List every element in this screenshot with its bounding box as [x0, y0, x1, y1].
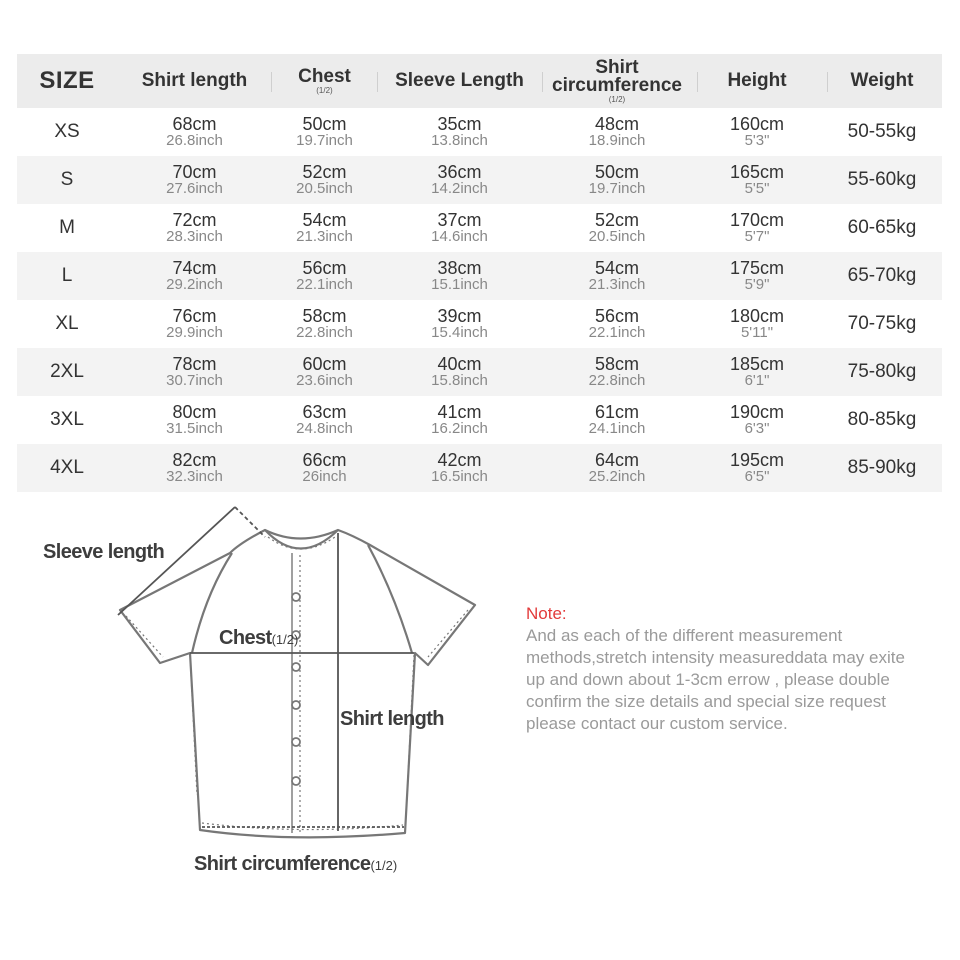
cell-height: 195cm 6'5" [729, 449, 785, 485]
cell-shirt-length: 74cm 29.2inch [166, 257, 223, 293]
header-divider [697, 72, 698, 92]
cell-shirt-length: 80cm 31.5inch [166, 401, 223, 437]
size-chart-table [17, 54, 942, 492]
table-row [17, 300, 942, 348]
table-row [17, 108, 942, 156]
table-body [17, 108, 942, 492]
header-chest-sub: (1/2) [316, 85, 333, 95]
cell-size: XL [55, 313, 79, 334]
header-chest: Chest (1/2) [272, 68, 377, 95]
cell-sleeve: 40cm 15.8inch [431, 353, 488, 389]
cell-shirt-length: 78cm 30.7inch [166, 353, 223, 389]
note-body: And as each of the different measurement methods,stretch intensity measureddata may exite up and down about 1-3cm errow , please double confirm the size details and special size request please contact our custom service. [526, 626, 905, 733]
cell-size: 3XL [50, 409, 84, 430]
header-weight: Weight [850, 70, 914, 91]
cell-height: 170cm 5'7" [729, 209, 785, 245]
cell-sleeve: 38cm 15.1inch [431, 257, 488, 293]
cell-chest: 54cm 21.3inch [296, 209, 353, 245]
sleeve-length-label: Sleeve length [43, 541, 165, 563]
header-divider [827, 72, 828, 92]
cell-chest: 50cm 19.7inch [296, 113, 353, 149]
cell-weight: 50-55kg [847, 121, 917, 142]
cell-shirt-length: 72cm 28.3inch [166, 209, 223, 245]
cell-size: 2XL [50, 361, 84, 382]
header-divider [542, 72, 543, 92]
cell-weight: 70-75kg [847, 313, 917, 334]
header-divider [271, 72, 272, 92]
header-circ-sub: (1/2) [608, 94, 626, 104]
shirt-outline [120, 530, 475, 837]
cell-height: 175cm 5'9" [729, 257, 785, 293]
cell-circumference: 64cm 25.2inch [588, 449, 646, 485]
cell-chest: 58cm 22.8inch [296, 305, 353, 341]
header-size: SIZE [39, 67, 95, 94]
cell-circumference: 54cm 21.3inch [588, 257, 646, 293]
cell-weight: 65-70kg [847, 265, 917, 286]
cell-sleeve: 35cm 13.8inch [431, 113, 488, 149]
cell-weight: 60-65kg [847, 217, 917, 238]
cell-chest: 52cm 20.5inch [296, 161, 353, 197]
header-shirt-length: Shirt length [141, 70, 248, 91]
table-row [17, 204, 942, 252]
cell-size: S [60, 169, 74, 190]
table-row [17, 396, 942, 444]
table-row [17, 252, 942, 300]
cell-weight: 80-85kg [847, 409, 917, 430]
note-block [526, 603, 926, 735]
cell-circumference: 61cm 24.1inch [588, 401, 646, 437]
cell-sleeve: 37cm 14.6inch [431, 209, 488, 245]
cell-sleeve: 41cm 16.2inch [431, 401, 488, 437]
cell-sleeve: 42cm 16.5inch [431, 449, 488, 485]
cell-circumference: 48cm 18.9inch [588, 113, 646, 149]
chest-label: Chest(1/2) [219, 627, 299, 649]
cell-shirt-length: 68cm 26.8inch [166, 113, 223, 149]
table-row [17, 156, 942, 204]
cell-circumference: 50cm 19.7inch [588, 161, 646, 197]
cell-chest: 66cm 26inch [302, 449, 347, 485]
cell-height: 160cm 5'3" [729, 113, 785, 149]
cell-height: 185cm 6'1" [729, 353, 785, 389]
cell-sleeve: 36cm 14.2inch [431, 161, 488, 197]
cell-shirt-length: 70cm 27.6inch [166, 161, 223, 197]
cell-height: 165cm 5'5" [729, 161, 785, 197]
cell-size: M [59, 217, 75, 238]
cell-chest: 56cm 22.1inch [296, 257, 353, 293]
header-sleeve-length: Sleeve Length [395, 70, 524, 91]
cell-circumference: 58cm 22.8inch [588, 353, 646, 389]
cell-shirt-length: 76cm 29.9inch [166, 305, 223, 341]
cell-weight: 85-90kg [847, 457, 917, 478]
note-title: Note: [526, 604, 567, 623]
header-height: Height [727, 70, 787, 91]
cell-chest: 63cm 24.8inch [296, 401, 353, 437]
shirt-length-label: Shirt length [340, 708, 444, 730]
cell-circumference: 52cm 20.5inch [588, 209, 646, 245]
cell-weight: 55-60kg [847, 169, 917, 190]
cell-sleeve: 39cm 15.4inch [431, 305, 488, 341]
cell-size: XS [54, 121, 80, 142]
cell-size: 4XL [50, 457, 84, 478]
cell-size: L [61, 265, 73, 286]
cell-weight: 75-80kg [847, 361, 917, 382]
shirt-circumference-label: Shirt circumference(1/2) [194, 853, 398, 875]
shirt-buttons [292, 593, 300, 785]
cell-shirt-length: 82cm 32.3inch [166, 449, 223, 485]
table-header [17, 54, 942, 108]
cell-height: 190cm 6'3" [729, 401, 785, 437]
header-shirt-circumference: Shirt circumference (1/2) [542, 59, 692, 104]
cell-circumference: 56cm 22.1inch [588, 305, 646, 341]
cell-height: 180cm 5'11" [729, 305, 785, 341]
cell-chest: 60cm 23.6inch [296, 353, 353, 389]
header-divider [377, 72, 378, 92]
table-row [17, 444, 942, 492]
table-row [17, 348, 942, 396]
